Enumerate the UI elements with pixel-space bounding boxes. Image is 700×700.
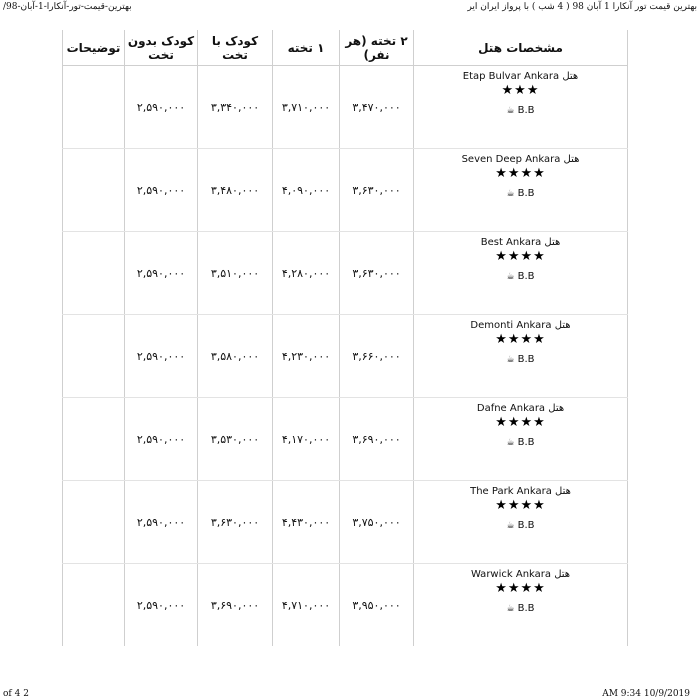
notes-cell xyxy=(63,66,125,149)
page-header-title: بهترین قیمت تور آنکارا 1 آبان 98 ( 4 شب ) با پرواز ایران ایر xyxy=(467,2,697,12)
star-rating-icon: ★★★★ xyxy=(495,332,546,347)
table-row xyxy=(63,398,628,481)
star-rating-icon: ★★★ xyxy=(501,83,540,98)
table-header-row xyxy=(63,30,628,66)
notes-cell xyxy=(63,149,125,232)
coffee-cup-icon: ☕ xyxy=(506,106,515,116)
board-label: B.B xyxy=(517,437,535,448)
board-type xyxy=(507,520,535,531)
hotel-name: هتل Warwick Ankara xyxy=(470,569,571,580)
hotel-cell xyxy=(414,232,628,315)
header-double: ۲ تخته (هر نفر) xyxy=(340,30,414,66)
hotel-cell xyxy=(414,398,628,481)
header-notes: توضیحات xyxy=(63,30,125,66)
price-child-nobed: ۲,۵۹۰,۰۰۰ xyxy=(125,481,198,564)
header-child-nobed: کودک بدون تخت xyxy=(125,30,198,66)
star-rating-icon: ★★★★ xyxy=(495,581,546,596)
price-child-nobed: ۲,۵۹۰,۰۰۰ xyxy=(125,564,198,647)
price-single: ۴,۴۳۰,۰۰۰ xyxy=(273,481,340,564)
coffee-cup-icon: ☕ xyxy=(506,355,515,365)
board-type xyxy=(507,603,535,614)
price-child-nobed: ۲,۵۹۰,۰۰۰ xyxy=(125,66,198,149)
price-single: ۴,۰۹۰,۰۰۰ xyxy=(273,149,340,232)
board-label: B.B xyxy=(517,354,535,365)
table-row xyxy=(63,564,628,647)
price-child-bed: ۳,۵۳۰,۰۰۰ xyxy=(198,398,273,481)
page-footer-timestamp: AM 9:34 10/9/2019 xyxy=(602,689,690,699)
table-row xyxy=(63,232,628,315)
board-label: B.B xyxy=(517,271,535,282)
hotel-name: هتل Etap Bulvar Ankara xyxy=(462,71,579,82)
price-double: ۳,۶۳۰,۰۰۰ xyxy=(340,232,414,315)
price-single: ۴,۲۳۰,۰۰۰ xyxy=(273,315,340,398)
price-child-bed: ۳,۵۱۰,۰۰۰ xyxy=(198,232,273,315)
price-child-bed: ۳,۶۳۰,۰۰۰ xyxy=(198,481,273,564)
star-rating-icon: ★★★★ xyxy=(495,249,546,264)
notes-cell xyxy=(63,398,125,481)
price-double: ۳,۷۵۰,۰۰۰ xyxy=(340,481,414,564)
coffee-cup-icon: ☕ xyxy=(506,189,515,199)
table-row xyxy=(63,315,628,398)
star-rating-icon: ★★★★ xyxy=(495,166,546,181)
board-label: B.B xyxy=(517,603,535,614)
hotel-name: هتل Dafne Ankara xyxy=(476,403,565,414)
price-double: ۳,۶۶۰,۰۰۰ xyxy=(340,315,414,398)
price-child-bed: ۳,۳۴۰,۰۰۰ xyxy=(198,66,273,149)
hotel-name: هتل Demonti Ankara xyxy=(470,320,571,331)
table-row xyxy=(63,66,628,149)
star-rating-icon: ★★★★ xyxy=(495,415,546,430)
coffee-cup-icon: ☕ xyxy=(506,604,515,614)
price-child-bed: ۳,۴۸۰,۰۰۰ xyxy=(198,149,273,232)
price-child-bed: ۳,۶۹۰,۰۰۰ xyxy=(198,564,273,647)
price-single: ۴,۷۱۰,۰۰۰ xyxy=(273,564,340,647)
price-single: ۴,۲۸۰,۰۰۰ xyxy=(273,232,340,315)
hotel-cell xyxy=(414,564,628,647)
page-header-url: /بهترین-قیمت-تور-آنکارا-1-آبان-98 xyxy=(3,2,132,12)
price-double: ۳,۴۷۰,۰۰۰ xyxy=(340,66,414,149)
hotel-name: هتل Best Ankara xyxy=(480,237,561,248)
hotel-cell xyxy=(414,149,628,232)
price-child-nobed: ۲,۵۹۰,۰۰۰ xyxy=(125,315,198,398)
notes-cell xyxy=(63,481,125,564)
table-row xyxy=(63,149,628,232)
price-child-nobed: ۲,۵۹۰,۰۰۰ xyxy=(125,149,198,232)
header-hotel: مشخصات هتل xyxy=(414,30,628,66)
coffee-cup-icon: ☕ xyxy=(506,438,515,448)
price-child-nobed: ۲,۵۹۰,۰۰۰ xyxy=(125,398,198,481)
board-type xyxy=(507,188,535,199)
board-label: B.B xyxy=(517,105,535,116)
notes-cell xyxy=(63,232,125,315)
price-double: ۳,۹۵۰,۰۰۰ xyxy=(340,564,414,647)
header-single: ۱ تخته xyxy=(273,30,340,66)
header-child-bed: کودک با تخت xyxy=(198,30,273,66)
price-double: ۳,۶۳۰,۰۰۰ xyxy=(340,149,414,232)
price-single: ۳,۷۱۰,۰۰۰ xyxy=(273,66,340,149)
table-row xyxy=(63,481,628,564)
board-label: B.B xyxy=(517,188,535,199)
board-type xyxy=(507,271,535,282)
hotel-cell xyxy=(414,315,628,398)
hotel-cell xyxy=(414,66,628,149)
price-child-nobed: ۲,۵۹۰,۰۰۰ xyxy=(125,232,198,315)
board-label: B.B xyxy=(517,520,535,531)
hotel-name: هتل Seven Deep Ankara xyxy=(461,154,580,165)
notes-cell xyxy=(63,564,125,647)
star-rating-icon: ★★★★ xyxy=(495,498,546,513)
coffee-cup-icon: ☕ xyxy=(506,521,515,531)
price-child-bed: ۳,۵۸۰,۰۰۰ xyxy=(198,315,273,398)
price-single: ۴,۱۷۰,۰۰۰ xyxy=(273,398,340,481)
hotel-price-table xyxy=(62,30,628,646)
page-footer-page-count: of 4 2 xyxy=(3,689,29,699)
notes-cell xyxy=(63,315,125,398)
hotel-name: هتل The Park Ankara xyxy=(470,486,571,497)
board-type xyxy=(507,354,535,365)
price-double: ۳,۶۹۰,۰۰۰ xyxy=(340,398,414,481)
board-type xyxy=(507,437,535,448)
coffee-cup-icon: ☕ xyxy=(506,272,515,282)
hotel-cell xyxy=(414,481,628,564)
board-type xyxy=(507,105,535,116)
